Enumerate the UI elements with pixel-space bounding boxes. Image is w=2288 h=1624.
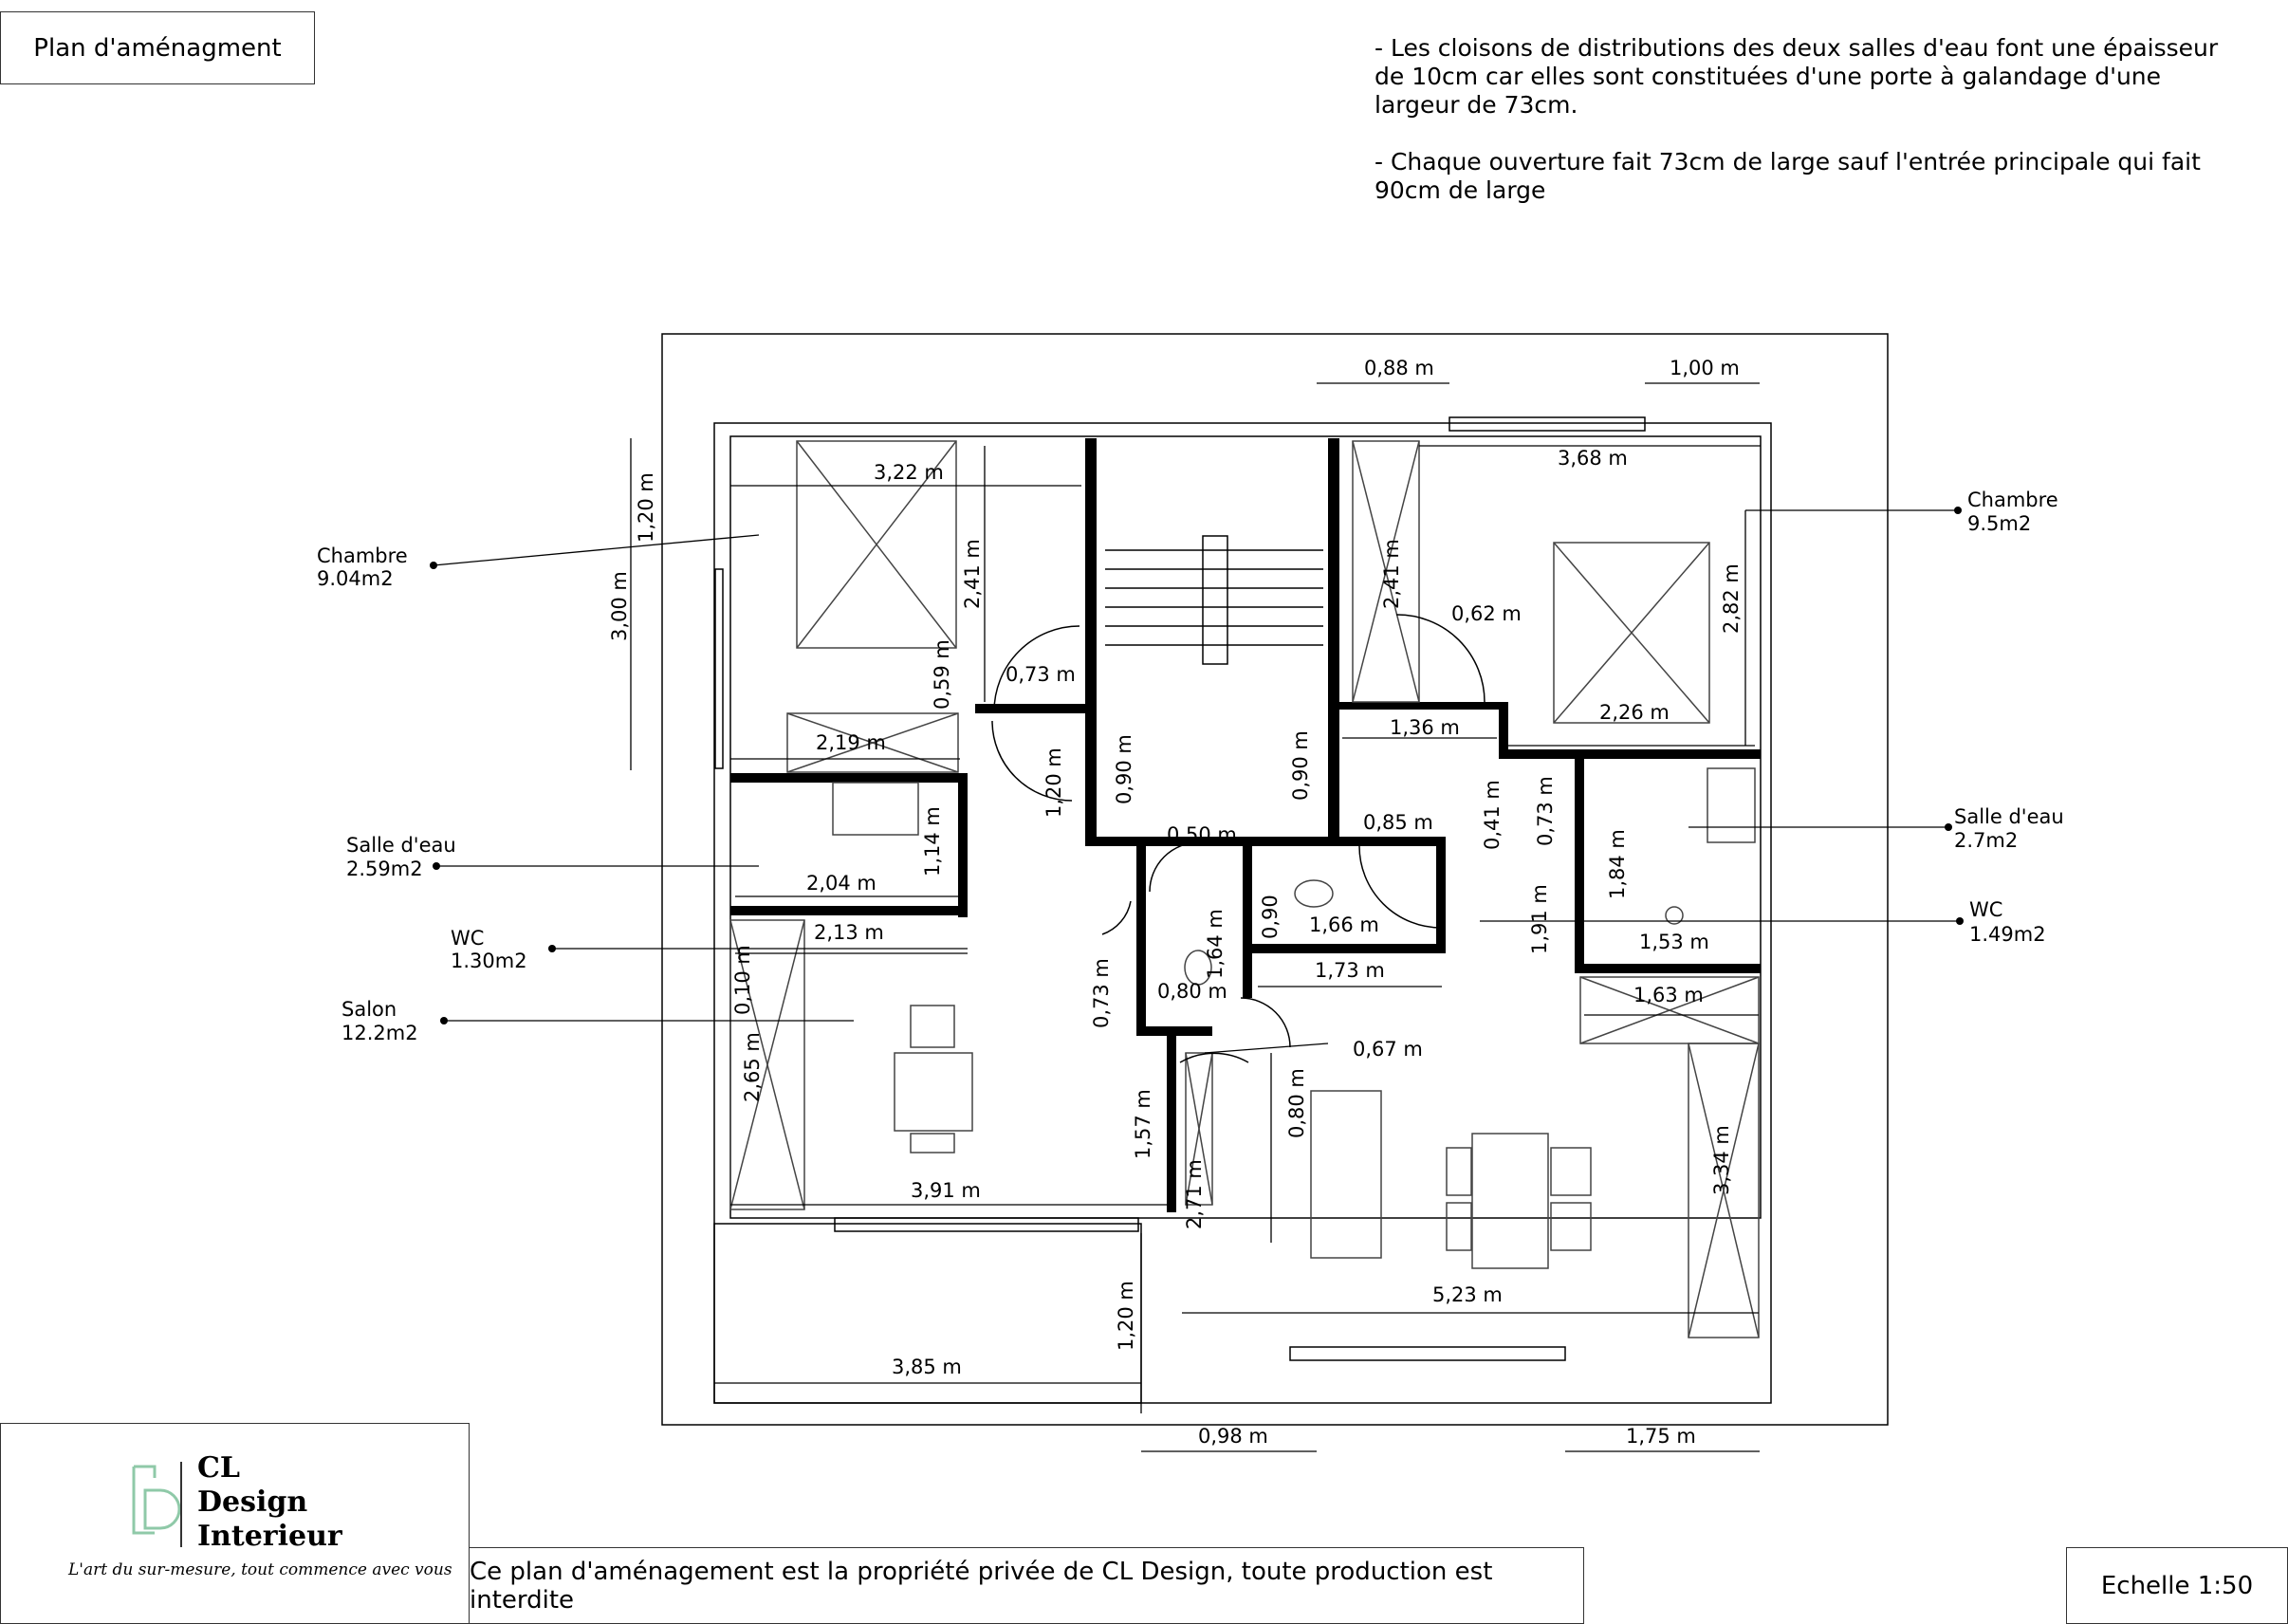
- dim-1-20-a: 1,20 m: [635, 472, 657, 543]
- room-label-chambre-1: Chambre: [317, 544, 408, 567]
- dim-0-10: 0,10 m: [731, 945, 754, 1015]
- dim-0-90-b: 0,90 m: [1289, 730, 1312, 801]
- dim-1-14: 1,14 m: [921, 806, 944, 877]
- dim-1-64: 1,64 m: [1204, 909, 1227, 979]
- dim-2-41-a: 2,41 m: [961, 539, 984, 609]
- dimension-labels: [608, 357, 1743, 1448]
- room-area-chambre-1: 9.04m2: [317, 567, 394, 590]
- dim-1-73: 1,73 m: [1315, 959, 1385, 982]
- dim-2-82: 2,82 m: [1720, 563, 1743, 634]
- dim-0-62: 0,62 m: [1451, 602, 1522, 625]
- room-label-wc-2: WC: [1969, 898, 2003, 921]
- dim-1-20-c: 1,20 m: [1115, 1281, 1137, 1351]
- scale-label: Echelle 1:50: [2100, 1571, 2254, 1600]
- staircase: [1105, 536, 1323, 664]
- dim-1-66: 1,66 m: [1309, 914, 1379, 936]
- dim-0-90-c: 0,90: [1259, 895, 1282, 939]
- room-area-salle-eau-2: 2.7m2: [1954, 829, 2019, 852]
- room-label-chambre-2: Chambre: [1967, 489, 2058, 511]
- plan-title: Plan d'aménagment: [33, 33, 282, 63]
- footer-notice: Ce plan d'aménagement est la propriété privée de CL Design, toute production est interdite: [470, 1557, 1493, 1615]
- room-area-wc-1: 1.30m2: [451, 950, 527, 972]
- dim-1-53: 1,53 m: [1639, 931, 1709, 953]
- dim-0-88: 0,88 m: [1364, 357, 1434, 379]
- room-area-salon: 12.2m2: [341, 1022, 418, 1044]
- dim-1-75: 1,75 m: [1626, 1425, 1696, 1448]
- room-area-salle-eau-1: 2.59m2: [346, 858, 423, 880]
- dim-3-34: 3,34 m: [1710, 1125, 1733, 1195]
- dim-0-73-b: 0,73 m: [1534, 776, 1557, 846]
- brand-name: [197, 1451, 342, 1554]
- dim-3-22: 3,22 m: [874, 461, 944, 484]
- dim-0-98: 0,98 m: [1198, 1425, 1268, 1448]
- dim-0-41: 0,41 m: [1481, 780, 1504, 850]
- scale-box: [2066, 1547, 2288, 1624]
- dim-0-85: 0,85 m: [1363, 811, 1433, 834]
- dim-2-13: 2,13 m: [814, 921, 884, 944]
- dim-0-90-a: 0,90 m: [1113, 734, 1135, 804]
- brand-line-1: CL: [197, 1451, 240, 1485]
- dim-0-50: 0,50 m: [1167, 823, 1237, 846]
- dim-2-65: 2,65 m: [741, 1032, 764, 1102]
- room-label-salle-eau-2: Salle d'eau: [1954, 805, 2064, 828]
- dim-0-80: 0,80 m: [1157, 980, 1227, 1003]
- dim-1-57: 1,57 m: [1132, 1089, 1154, 1159]
- room-area-wc-2: 1.49m2: [1969, 923, 2046, 946]
- room-label-wc-1: WC: [451, 927, 485, 950]
- interior-wall-outline: [730, 436, 1761, 1218]
- dim-1-00: 1,00 m: [1670, 357, 1740, 379]
- room-label-salle-eau-1: Salle d'eau: [346, 834, 456, 857]
- dim-3-85: 3,85 m: [892, 1356, 962, 1378]
- dim-2-04: 2,04 m: [806, 872, 876, 895]
- logo-monogram-icon: [115, 1452, 191, 1557]
- dim-1-20-b: 1,20 m: [1043, 747, 1065, 818]
- dim-0-73-a: 0,73 m: [1006, 663, 1076, 686]
- dim-1-63: 1,63 m: [1633, 984, 1704, 1006]
- dim-0-67: 0,67 m: [1353, 1038, 1423, 1061]
- brand-line-3: Interieur: [197, 1520, 342, 1553]
- dim-3-91: 3,91 m: [911, 1179, 981, 1202]
- room-label-salon: Salon: [341, 998, 397, 1021]
- brand-line-2: Design: [197, 1486, 308, 1519]
- dim-2-71: 2,71 m: [1183, 1159, 1206, 1229]
- dim-1-84: 1,84 m: [1606, 829, 1629, 899]
- note-partitions: - Les cloisons de distributions des deux salles d'eau font une épaisseur de 10cm car elles sont constituées d'une porte à galandage d'une largeur de 73cm.: [1375, 34, 2219, 119]
- dim-2-26: 2,26 m: [1599, 701, 1670, 724]
- dim-2-19: 2,19 m: [816, 731, 886, 754]
- dimension-lines: [631, 383, 1761, 1451]
- dim-3-00: 3,00 m: [608, 571, 631, 641]
- dim-5-23: 5,23 m: [1432, 1283, 1503, 1306]
- dim-1-36: 1,36 m: [1390, 716, 1460, 739]
- dim-0-73-c: 0,73 m: [1090, 958, 1113, 1028]
- footer-box: [469, 1547, 1584, 1624]
- dim-3-68: 3,68 m: [1558, 447, 1628, 470]
- note-openings: - Chaque ouverture fait 73cm de large sauf l'entrée principale qui fait 90cm de large: [1375, 148, 2201, 204]
- dim-2-41-b: 2,41 m: [1380, 539, 1403, 609]
- dim-0-59: 0,59 m: [931, 639, 953, 710]
- dim-1-91: 1,91 m: [1528, 884, 1551, 954]
- brand-tagline: L'art du sur-mesure, tout commence avec vous: [68, 1560, 452, 1579]
- room-labels: [317, 489, 2064, 1044]
- room-area-chambre-2: 9.5m2: [1967, 512, 2032, 535]
- dim-0-80-b: 0,80 m: [1285, 1068, 1308, 1138]
